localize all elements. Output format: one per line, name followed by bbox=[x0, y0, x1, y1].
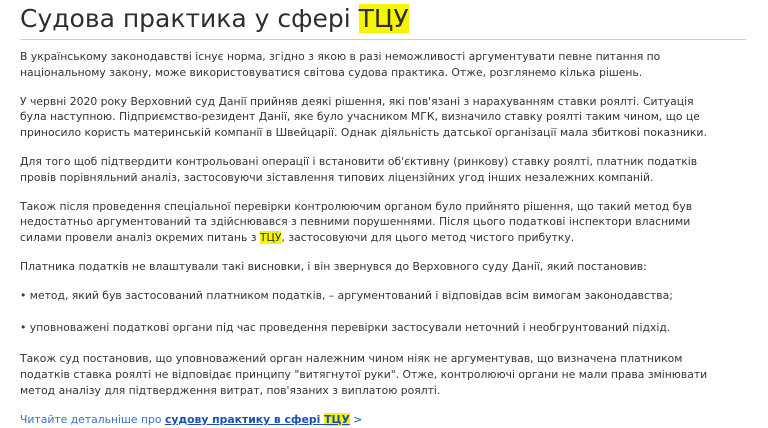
bullet-item-method: • метод, який був застосований платником податків, – аргументований і відповідав всім вимогам законодавства; bbox=[20, 288, 673, 302]
paragraph-appeal: Платника податків не влаштували такі висновки, і він звернувся до Верховного суду Данії, який постановив: bbox=[20, 259, 647, 273]
paragraph-intro: В українському законодавстві існує норма, згідно з якою в разі неможливості аргументувати певне питання по національному закону, може використовуватися світова судова практика. Отже, розглянемо кілька рішень. bbox=[20, 50, 661, 79]
read-more-prefix: Читайте детальніше про bbox=[20, 412, 165, 426]
article-body bbox=[20, 49, 720, 428]
paragraph-inspection-text-end: , застосовуючи для цього метод чистого прибутку. bbox=[281, 231, 575, 245]
read-more-link-text: судову практику в сфері bbox=[164, 412, 325, 426]
page-title bbox=[20, 2, 409, 36]
page-title-highlight: ТЦУ bbox=[358, 4, 409, 33]
paragraph-case: У червні 2020 року Верховний суд Данії прийняв деякі рішення, які пов'язані з нарахуванням ставки роялті. Ситуація була наступною. Підприємство-резидент Данії, яке було учасником МГК, визначило ставку роялті таким чином, що це приносило користь материнській компанії в Швейцарії. Однак діяльність датської організації мала збиткові показники. bbox=[20, 94, 707, 140]
read-more-link-highlight: ТЦУ bbox=[324, 412, 350, 426]
paragraph-inspection bbox=[20, 199, 720, 246]
paragraph-analysis: Для того щоб підтвердити контрольовані операції і встановити об'єктивну (ринкову) ставку роялті, платник податків провів порівняльний аналіз, застосовуючи зіставлення типових ліцензійних угод інших незалежних компаній. bbox=[20, 154, 698, 184]
read-more bbox=[20, 412, 720, 428]
paragraph-inspection-text-start: Також після проведення спеціальної перевірки контролюючим органом було прийнято рішення, що такий метод був недостатньо аргументований та здійснювався з певними порушеннями. Після цього податкові інспектори власними силами провели аналіз окремих питань з bbox=[20, 199, 693, 245]
title-divider bbox=[20, 39, 746, 40]
page-title-text: Судова практика у сфері bbox=[20, 4, 359, 33]
bullet-item-authorities: • уповноважені податкові органи під час проведення перевірки застосували неточний і необгрунтований підхід. bbox=[20, 320, 671, 334]
read-more-link[interactable] bbox=[165, 413, 350, 426]
chevron-right-icon: > bbox=[349, 412, 363, 426]
paragraph-inspection-highlight: ТЦУ bbox=[259, 231, 282, 245]
paragraph-ruling: Також суд постановив, що уповноважений орган належним чином ніяк не аргументував, що визначена платником податків ставка роялті не відповідає принципу "витягнутої руки". Отже, контролюючі органи не мали права змінювати метод аналізу для підтвердження витрат, пов'язаних з виплатою роялті. bbox=[20, 352, 708, 397]
